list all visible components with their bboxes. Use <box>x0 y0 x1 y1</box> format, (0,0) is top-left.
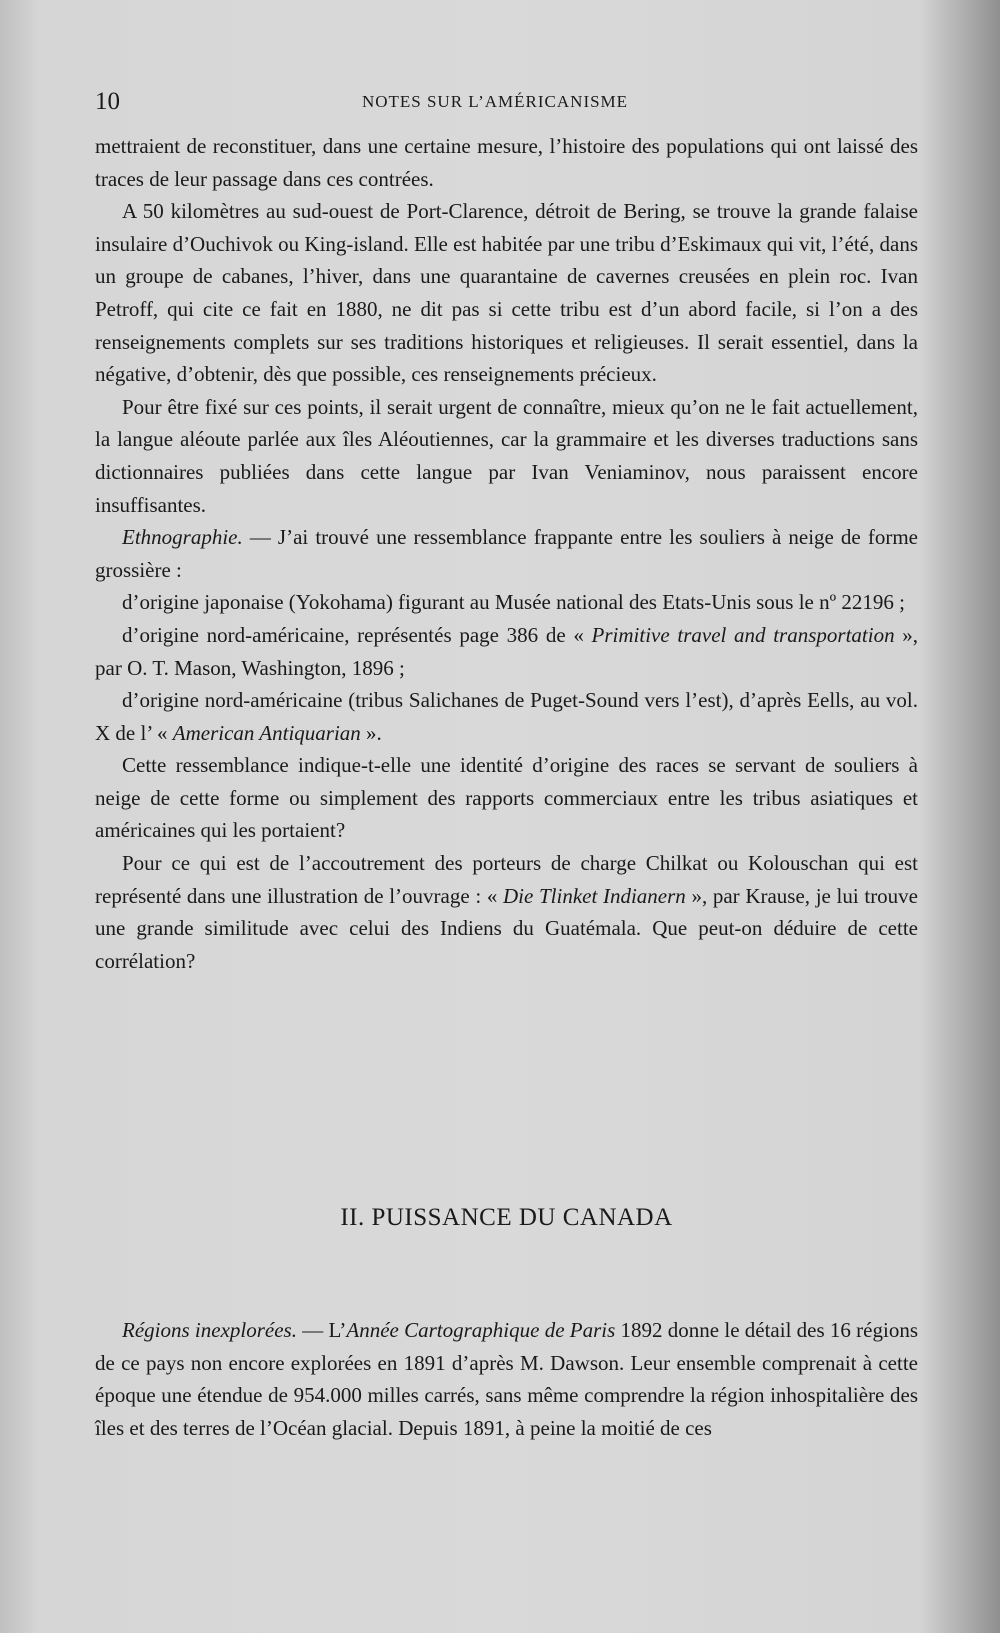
page-header <box>95 88 895 118</box>
cited-work-title: Die Tlinket Indianern <box>502 883 686 908</box>
paragraph <box>95 847 918 977</box>
paragraph-text: — L’ <box>296 1318 347 1342</box>
regions-label: Régions inexplorées. <box>122 1318 297 1342</box>
cited-work-title: American Antiquarian <box>172 720 361 745</box>
paragraph-text: — J’ai trouvé une ressemblance frappante entre les souliers à neige de forme grossière : <box>95 525 918 582</box>
paragraph: A 50 kilomètres au sud-ouest de Port-Clarence, détroit de Bering, se trouve la grande falaise insulaire d’Ouchivok ou King-island. Elle est habitée par une tribu d’Eskimaux qui vit, l’été, dans un groupe de cabanes, l’hiver, dans une quarantaine de cavernes creusées en plein roc. Ivan Petroff, qui cite ce fait en 1880, ne dit pas si cette tribu est d’un abord facile, si l’on a des renseignements complets sur ses traditions historiques et religieuses. Il serait essentiel, dans la négative, d’obtenir, dès que possible, ces renseignements précieux. <box>95 199 918 387</box>
paragraph-text: d’origine nord-américaine, représentés page 386 de « <box>122 622 592 647</box>
paragraph: mettraient de reconstituer, dans une certaine mesure, l’histoire des populations qui ont laissé des traces de leur passage dans ces contrées. <box>95 134 918 191</box>
paragraph: d’origine japonaise (Yokohama) figurant au Musée national des Etats-Unis sous le nº 22196 ; <box>122 590 905 615</box>
paragraph: Cette ressemblance indique-t-elle une identité d’origine des races se servant de souliers à neige de cette forme ou simplement des rapports commerciaux entre les tribus asiatiques et américaines qui les portaient? <box>95 753 918 843</box>
paragraph-text: d’origine nord-américaine (tribus Salichanes de Puget-Sound vers l’est), d’après Eells, au vol. X de l’ « <box>95 688 918 745</box>
paragraph <box>95 684 918 749</box>
paragraph-text: », par Krause, je lui trouve une grande similitude avec celui des Indiens du Guatémala. Que peut-on déduire de cette corrélation? <box>95 883 919 973</box>
paragraph: Pour être fixé sur ces points, il serait urgent de connaître, mieux qu’on ne le fait actuellement, la langue aléoute parlée aux îles Aléoutiennes, car la grammaire et les diverses traductions sans dictionnaires publiées dans cette langue par Ivan Veniaminov, nous paraissent encore insuffisantes. <box>95 394 918 517</box>
paragraph <box>95 1314 918 1444</box>
running-title: NOTES SUR L’AMÉRICANISME <box>361 92 629 111</box>
cited-work-title: Année Cartographique de Paris <box>346 1318 616 1342</box>
paragraph-text: Pour ce qui est de l’accoutrement des porteurs de charge Chilkat ou Kolouschan qui est représenté dans une illustration de l’ouvrage : « <box>95 851 918 908</box>
paragraph-text: », par O. T. Mason, Washington, 1896 ; <box>95 622 919 680</box>
paragraph <box>95 619 918 684</box>
ethnographie-label: Ethnographie. <box>122 525 243 550</box>
cited-work-title: Primitive travel and transportation <box>591 622 895 647</box>
section-heading: II. PUISSANCE DU CANADA <box>340 1204 673 1231</box>
body-text <box>95 130 918 977</box>
section-body <box>95 1314 918 1444</box>
paragraph-text: 1892 donne le détail des 16 régions de ce pays non encore explorées en 1891 d’après M. Dawson. Leur ensemble comprenait à cette époque une étendue de 954.000 milles carrés, sans même comprendre la région inhospitalière des îles et des terres de l’Océan glacial. Depuis 1891, à peine la moitié de ces <box>95 1318 918 1440</box>
page-number: 10 <box>95 88 120 115</box>
paragraph <box>95 521 918 586</box>
paragraph-text: ». <box>360 720 382 745</box>
